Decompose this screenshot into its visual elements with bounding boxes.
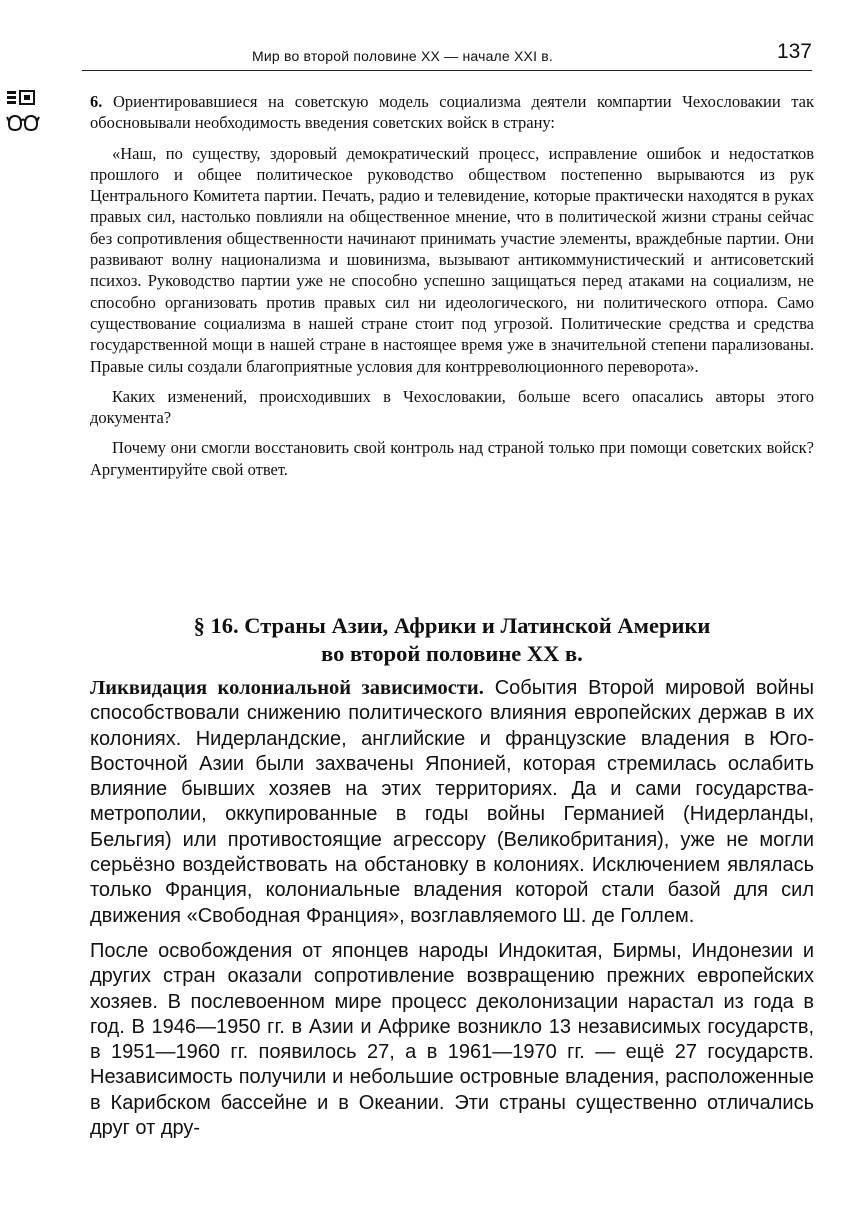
task-question-1: Каких изменений, происходивших в Чехословакии, больше всего опасались авторы этого документа? [90, 386, 814, 428]
task-number: 6. [90, 92, 103, 111]
section-title-line-1: § 16. Страны Азии, Африки и Латинской Америки [193, 613, 711, 638]
task-quote: «Наш, по существу, здоровый демократический процесс, исправление ошибок и недостатков прошлого и общее политическое руководство обществом постепенно вырываются из рук Центрального Комитета партии. Печать, радио и телевидение, которые практически находятся в руках правых сил, настолько повлияли на общественное мнение, что в политической жизни страны сейчас без сопротивления общественности начинают принимать участие элементы, враждебные партии. Они развивают волну национализма и шовинизма, вызывают антикоммунистический и антисоветский психоз. Руководство партии уже не способно успешно защищаться перед атаками на социализм, не способно организовать против правых сил ни идеологического, ни политического отпора. Само существование социализма в нашей стране стоит под угрозой. Политические средства и средства государственной мощи в нашей стране в настоящее время уже в значительной степени парализованы. Правые силы создали благоприятные условия для контрреволюционного переворота». [90, 143, 814, 376]
body-paragraph-1 [90, 676, 814, 929]
task-intro-paragraph [76, 91, 814, 134]
task-intro: Ориентировавшиеся на советскую модель социализма деятели компартии Чехословакии так обосновывали необходимость введения советских войск в страну: [90, 92, 814, 133]
task-question-2: Почему они смогли восстановить свой контроль над страной только при помощи советских войск? Аргументируйте свой ответ. [90, 438, 814, 479]
page-number: 137 [776, 40, 812, 63]
main-text [90, 676, 814, 1141]
running-header [82, 40, 812, 71]
body-paragraph-1-text: События Второй мировой войны способствовали снижению политического влияния европейских держав в их колониях. Нидерландские, английские и французские владения в Юго-Восточной Азии были захвачены Японией, которая стремилась ослабить влияние бывших хозяев на этих территориях. Да и сами государства-метрополии, оккупированные в годы войны Германией (Нидерланды, Бельгия) или противостоящие агрессору (Великобритания), уже не могли серьёзно воздействовать на обстановку в колониях. Исключением являлась только Франция, колониальные владения которой стали базой для сил движения «Свободная Франция», возглавляемого Ш. де Голлем. [90, 677, 815, 927]
task-block [90, 91, 814, 480]
section-title-line-2: во второй половине XX в. [321, 641, 583, 666]
margin-icons [6, 90, 42, 132]
running-title: Мир во второй половине XX — начале XXI в. [252, 48, 553, 64]
glasses-icon [6, 112, 40, 132]
body-paragraph-2: После освобождения от японцев народы Индокитая, Бирмы, Индонезии и других стран оказали сопротивление возвращению прежних европейских хозяев. В послевоенном мире процесс деколонизации нарастал из года в год. В 1946—1950 гг. в Азии и Африке возникло 13 независимых государств, в 1951—1960 гг. появилось 27, а в 1961—1970 гг. — ещё 27 государств. Независимость получили и небольшие островные владения, расположенные в Карибском бассейне и в Океании. Эти страны существенно отличались друг от дру- [90, 939, 814, 1140]
subheading: Ликвидация колониальной зависимости. [90, 677, 484, 699]
section-heading [90, 612, 814, 668]
document-icon [6, 90, 36, 106]
